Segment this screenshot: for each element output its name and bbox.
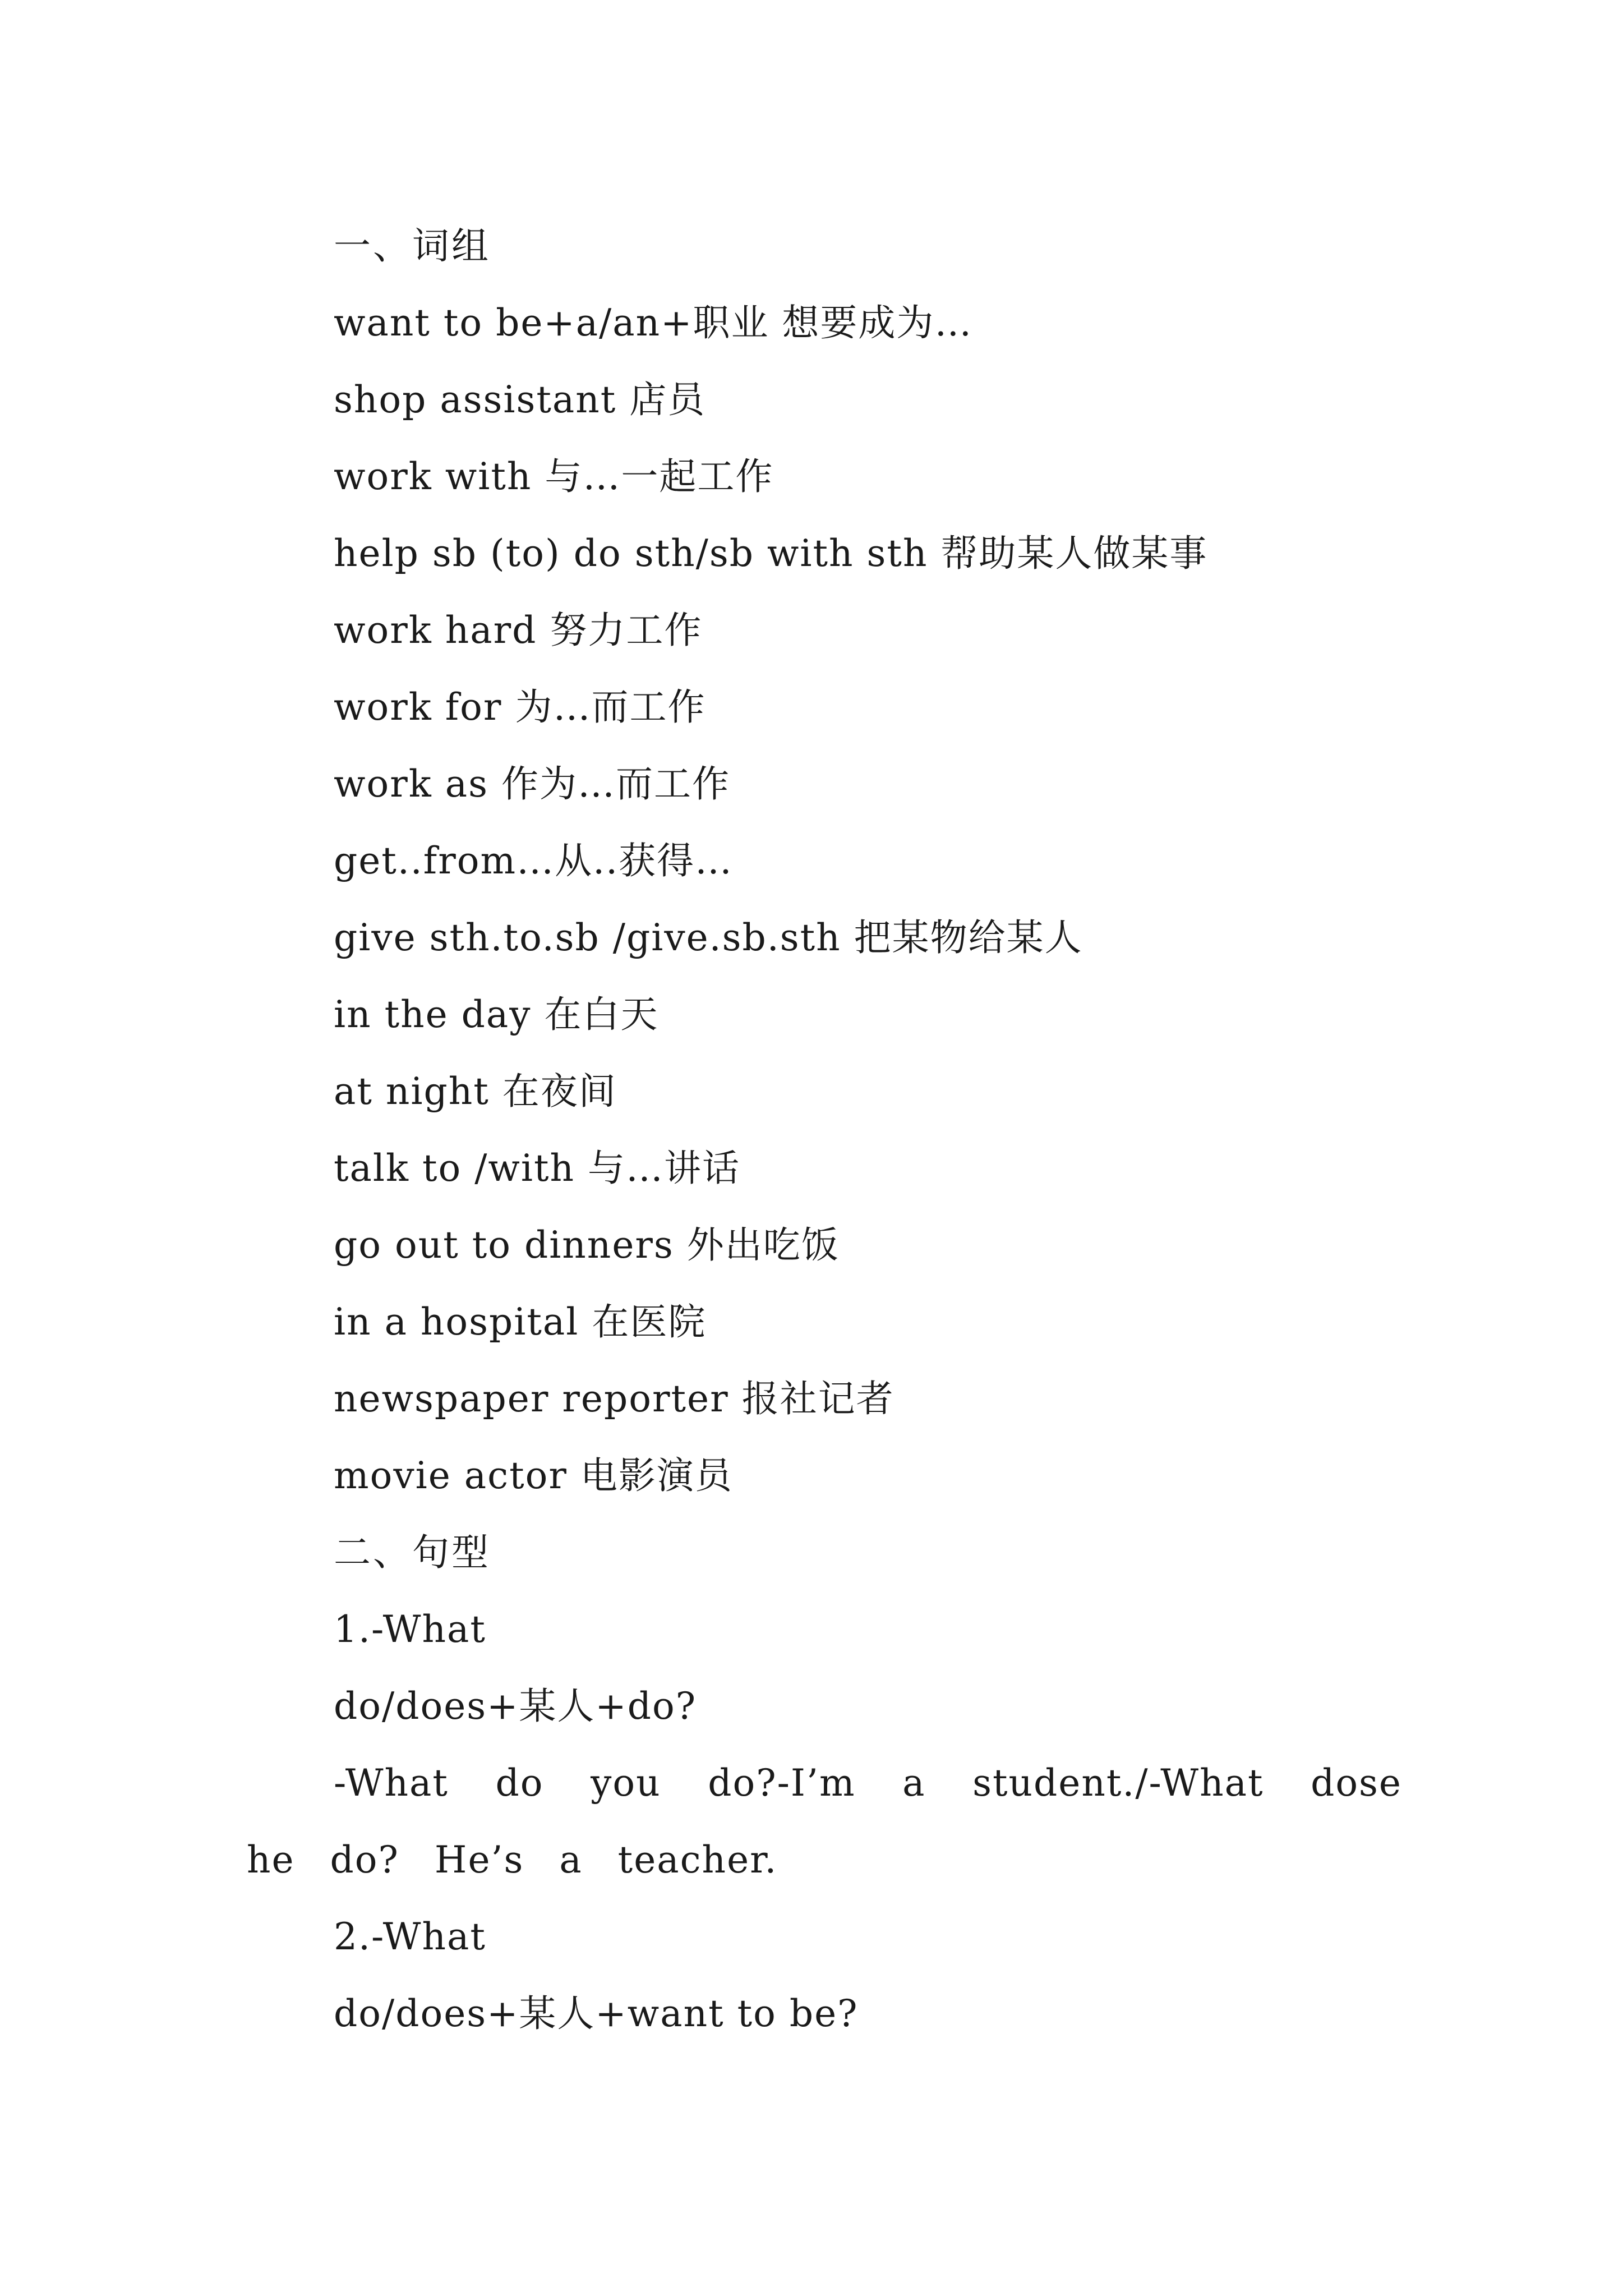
pattern-2-line-2: do/does+某人+want to be? — [334, 1992, 859, 2035]
phrase-item: in a hospital 在医院 — [334, 1300, 707, 1343]
phrase-item: work for 为…而工作 — [334, 685, 706, 729]
section-heading-phrases: 一、词组 — [334, 224, 491, 268]
phrase-item: work with 与…一起工作 — [334, 455, 774, 498]
phrase-item: at night 在夜间 — [334, 1070, 617, 1113]
pattern-1-line-2: do/does+某人+do? — [334, 1685, 697, 1728]
pattern-1-line-1: 1.-What — [334, 1608, 486, 1651]
phrase-item: newspaper reporter 报社记者 — [334, 1377, 895, 1420]
document-body — [247, 208, 1402, 2052]
phrase-item: want to be+a/an+职业 想要成为… — [334, 301, 973, 344]
phrase-item: get..from…从..获得… — [334, 839, 734, 882]
phrase-item: go out to dinners 外出吃饭 — [334, 1223, 840, 1267]
phrase-item: help sb (to) do sth/sb with sth 帮助某人做某事 — [334, 532, 1208, 575]
phrase-item: movie actor 电影演员 — [334, 1454, 733, 1497]
phrase-item: shop assistant 店员 — [334, 378, 706, 421]
section-heading-sentence-patterns: 二、句型 — [334, 1531, 491, 1574]
phrase-item: work as 作为…而工作 — [334, 762, 730, 806]
phrase-item: in the day 在白天 — [334, 993, 659, 1036]
phrase-item: give sth.to.sb /give.sb.sth 把某物给某人 — [334, 916, 1083, 959]
phrase-item: talk to /with 与…讲话 — [334, 1147, 741, 1190]
pattern-2-line-1: 2.-What — [334, 1915, 486, 1958]
phrase-item: work hard 努力工作 — [334, 609, 703, 652]
pattern-1-example: -What do you do?-I’m a student./-What dose he do? He’s a teacher. — [247, 1761, 1402, 1881]
